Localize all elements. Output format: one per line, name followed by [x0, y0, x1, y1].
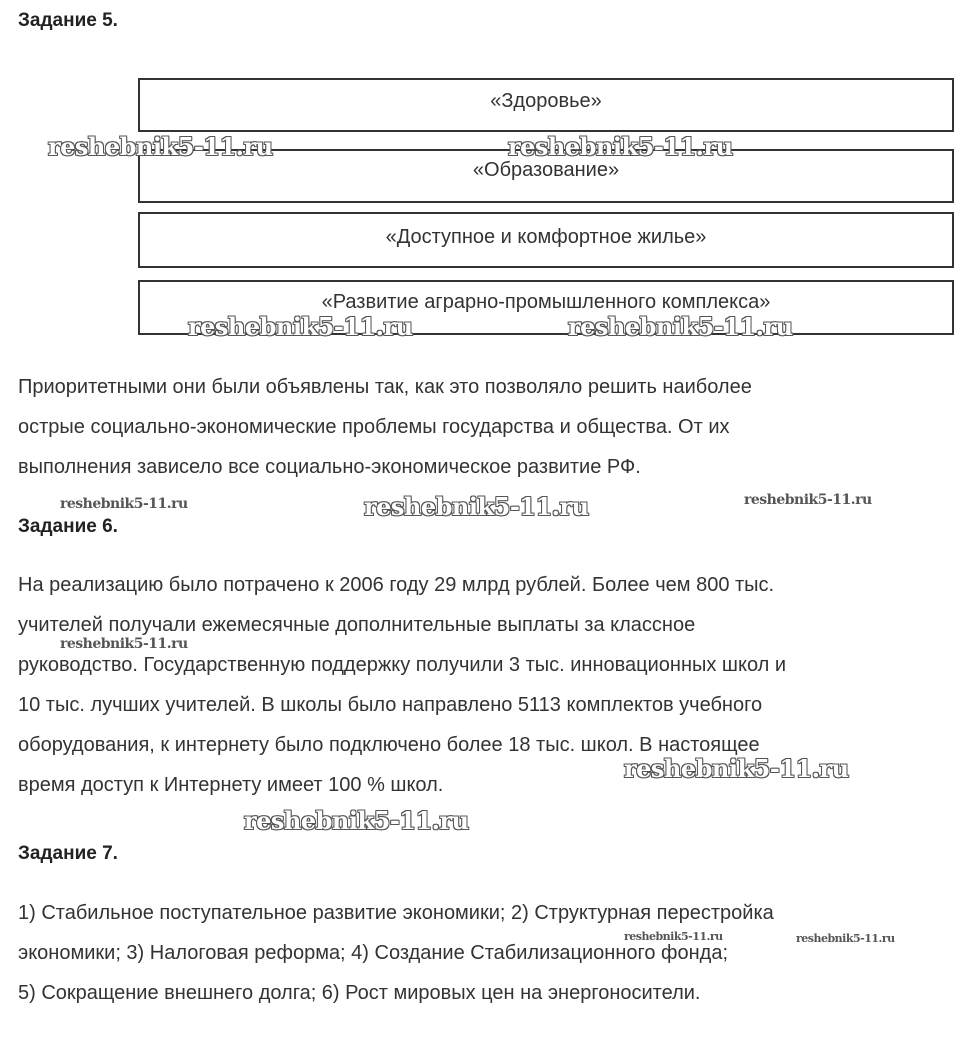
priority-box-agriculture	[138, 280, 954, 335]
priority-box-label: «Развитие аграрно-промышленного комплекса»	[321, 291, 771, 313]
text-line: Приоритетными они были объявлены так, как это позволяло решить наиболее	[18, 376, 752, 398]
watermark: reshebnik5-11.ru	[796, 932, 895, 945]
priority-box-label: «Здоровье»	[490, 90, 602, 112]
task5-heading: Задание 5.	[18, 10, 118, 31]
text-line: 10 тыс. лучших учителей. В школы было направлено 5113 комплектов учебного	[18, 694, 763, 716]
priority-box-health	[138, 78, 954, 132]
text-line: острые социально-экономические проблемы государства и общества. От их	[18, 416, 730, 438]
watermark: reshebnik5-11.ru	[624, 754, 849, 783]
text-line: выполнения зависело все социально-экономическое развитие РФ.	[18, 456, 641, 478]
watermark: reshebnik5-11.ru	[60, 636, 188, 652]
text-line: 5) Сокращение внешнего долга; 6) Рост мировых цен на энергоносители.	[18, 982, 701, 1004]
task5-answer	[18, 367, 948, 487]
task6-answer	[18, 565, 948, 805]
watermark: reshebnik5-11.ru	[568, 312, 793, 341]
text-line: время доступ к Интернету имеет 100 % школ.	[18, 774, 444, 796]
task7-answer	[18, 893, 948, 1013]
text-line: 1) Стабильное поступательное развитие экономики; 2) Структурная перестройка	[18, 902, 774, 924]
text-line: руководство. Государственную поддержку получили 3 тыс. инновационных школ и	[18, 654, 787, 676]
text-line: оборудования, к интернету было подключено более 18 тыс. школ. В настоящее	[18, 734, 760, 756]
watermark: reshebnik5-11.ru	[48, 132, 273, 161]
watermark: reshebnik5-11.ru	[508, 132, 733, 161]
task7-heading: Задание 7.	[18, 843, 118, 864]
text-line: На реализацию было потрачено к 2006 году 29 млрд рублей. Более чем 800 тыс.	[18, 574, 775, 596]
watermark: reshebnik5-11.ru	[624, 930, 723, 943]
priority-box-housing	[138, 212, 954, 268]
priority-box-label: «Образование»	[472, 159, 620, 181]
priority-box-label: «Доступное и комфортное жилье»	[385, 226, 707, 248]
text-line: учителей получали ежемесячные дополнительные выплаты за классное	[18, 614, 696, 636]
text-line: экономики; 3) Налоговая реформа; 4) Создание Стабилизационного фонда;	[18, 942, 729, 964]
priority-box-education	[138, 149, 954, 203]
watermark: reshebnik5-11.ru	[244, 806, 469, 835]
watermark: reshebnik5-11.ru	[188, 312, 413, 341]
watermark: reshebnik5-11.ru	[744, 492, 872, 508]
watermark: reshebnik5-11.ru	[364, 492, 589, 521]
watermark: reshebnik5-11.ru	[60, 496, 188, 512]
task6-heading: Задание 6.	[18, 516, 118, 537]
